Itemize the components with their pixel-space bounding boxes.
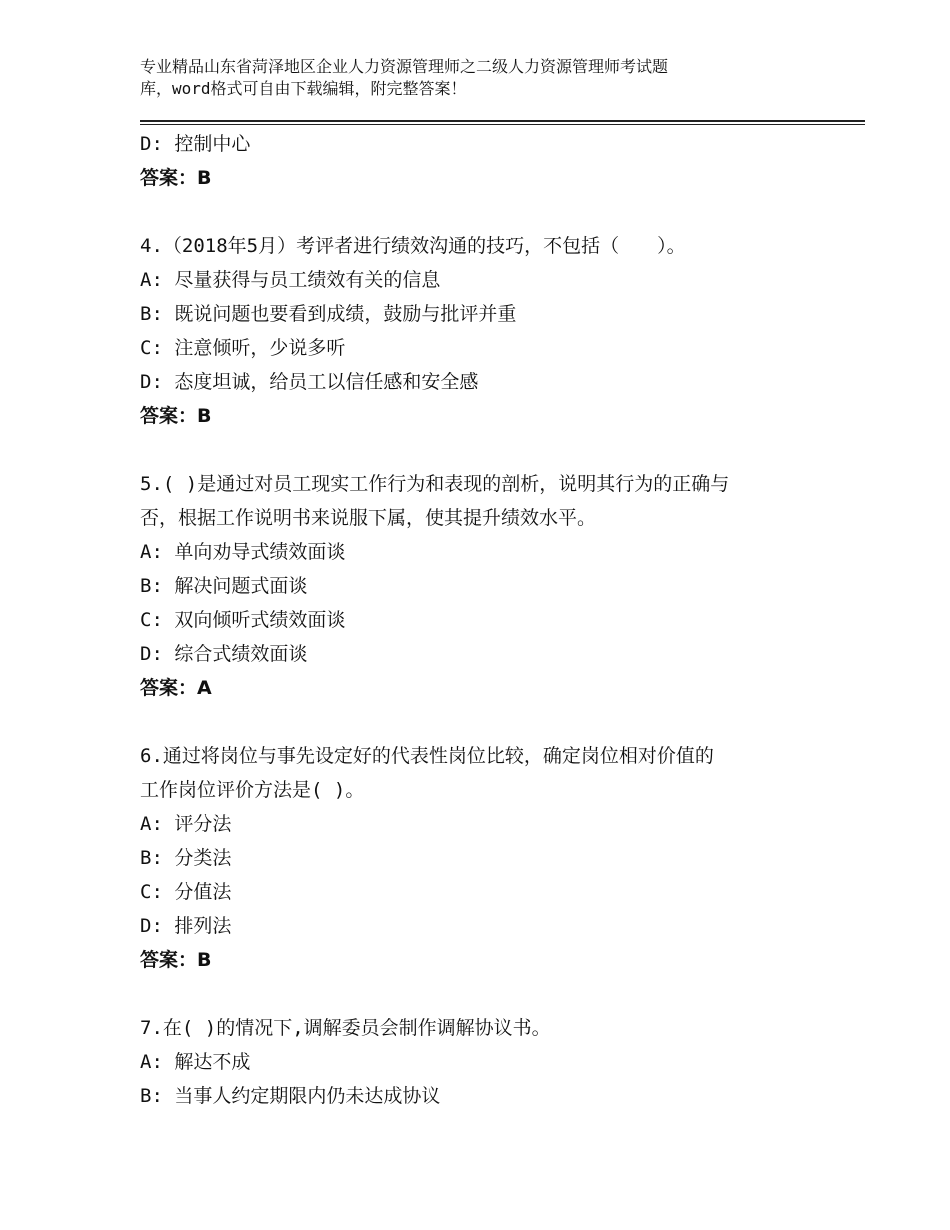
option-c: C: 分值法 xyxy=(140,881,232,903)
option-b: B: 解决问题式面谈 xyxy=(140,575,308,597)
answer-label: 答案： xyxy=(140,949,198,971)
option-a: A: 解达不成 xyxy=(140,1051,251,1073)
question-5 xyxy=(140,467,830,705)
option-b: B: 分类法 xyxy=(140,847,232,869)
answer-label: 答案： xyxy=(140,167,198,189)
question-stem-line-2: 工作岗位评价方法是( )。 xyxy=(140,779,365,801)
answer-value: B xyxy=(197,405,212,427)
spacer xyxy=(140,195,830,229)
document-header xyxy=(140,56,830,100)
option-a: A: 单向劝导式绩效面谈 xyxy=(140,541,346,563)
option-b: B: 既说问题也要看到成绩，鼓励与批评并重 xyxy=(140,303,517,325)
question-7 xyxy=(140,1011,830,1113)
option-d: D: 态度坦诚，给员工以信任感和安全感 xyxy=(140,371,479,393)
question-6 xyxy=(140,739,830,977)
spacer xyxy=(140,433,830,467)
header-line-2: 库，word格式可自由下载编辑，附完整答案！ xyxy=(140,79,467,98)
option-d: D: 综合式绩效面谈 xyxy=(140,643,308,665)
question-3-tail xyxy=(140,127,830,195)
answer-label: 答案： xyxy=(140,677,198,699)
option-a: A: 尽量获得与员工绩效有关的信息 xyxy=(140,269,441,291)
spacer xyxy=(140,977,830,1011)
answer-label: 答案： xyxy=(140,405,198,427)
question-stem-line-1: 6.通过将岗位与事先设定好的代表性岗位比较，确定岗位相对价值的 xyxy=(140,745,714,767)
answer-line xyxy=(140,671,830,705)
spacer xyxy=(140,705,830,739)
option-d: D: 控制中心 xyxy=(140,133,251,155)
question-stem-line-2: 否，根据工作说明书来说服下属，使其提升绩效水平。 xyxy=(140,507,597,529)
option-d: D: 排列法 xyxy=(140,915,232,937)
option-c: C: 注意倾听，少说多听 xyxy=(140,337,346,359)
answer-value: B xyxy=(197,949,212,971)
question-stem: 4.（2018年5月）考评者进行绩效沟通的技巧，不包括（ ）。 xyxy=(140,235,686,257)
question-list xyxy=(140,127,830,1113)
answer-line xyxy=(140,399,830,433)
option-c: C: 双向倾听式绩效面谈 xyxy=(140,609,346,631)
header-divider-thin xyxy=(140,124,865,125)
header-divider-thick xyxy=(140,120,865,122)
option-b: B: 当事人约定期限内仍未达成协议 xyxy=(140,1085,441,1107)
answer-value: B xyxy=(197,167,212,189)
answer-line xyxy=(140,161,830,195)
answer-line xyxy=(140,943,830,977)
question-stem: 7.在( )的情况下,调解委员会制作调解协议书。 xyxy=(140,1017,551,1039)
option-a: A: 评分法 xyxy=(140,813,232,835)
answer-value: A xyxy=(197,677,212,699)
question-4 xyxy=(140,229,830,433)
header-line-1: 专业精品山东省菏泽地区企业人力资源管理师之二级人力资源管理师考试题 xyxy=(140,57,669,76)
question-stem-line-1: 5.( )是通过对员工现实工作行为和表现的剖析，说明其行为的正确与 xyxy=(140,473,730,495)
